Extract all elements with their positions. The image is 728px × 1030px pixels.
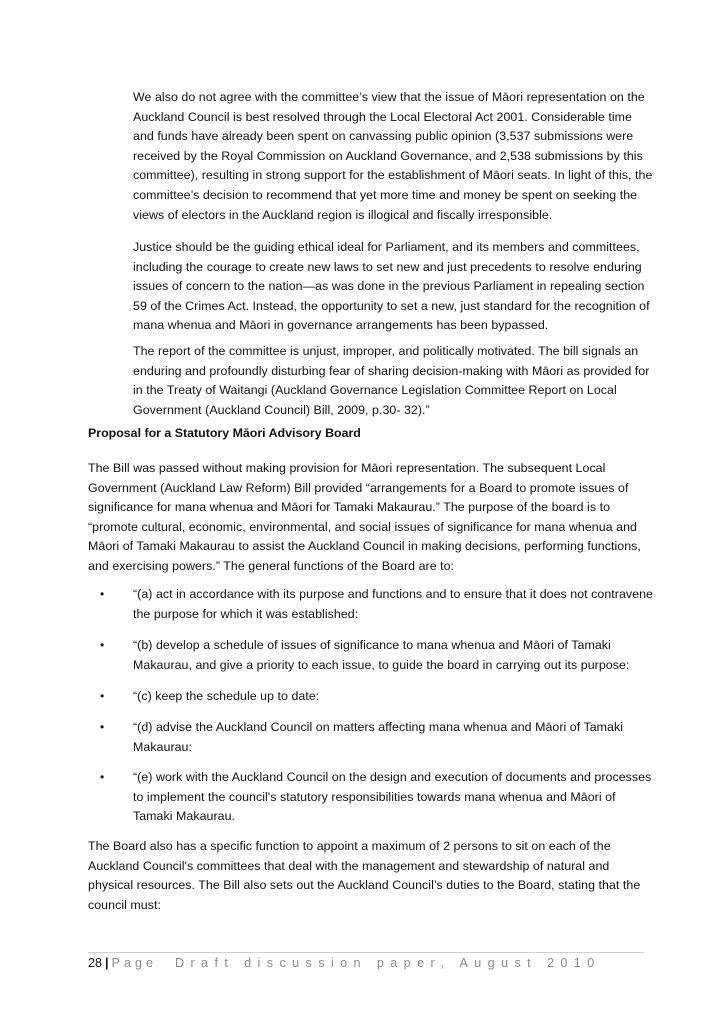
bullet-text: “(a) act in accordance with its purpose and functions and to ensure that it does not contravene the purpose for which it was established: <box>133 587 653 621</box>
page-footer <box>88 952 644 970</box>
bullet-dot: • <box>100 638 105 652</box>
bullet-dot: • <box>100 689 105 703</box>
bullet-text: “(c) keep the schedule up to date: <box>133 689 320 703</box>
quote-paragraph-3: The report of the committee is unjust, improper, and politically motivated. The bill signals an enduring and profoundly disturbing fear of sharing decision-making with Māori as provided for in the Treaty of Waitangi (Auckland Governance Legislation Committee Report on Local Government (Auckland Council) Bill, 2009, p.30- 32).” <box>133 344 650 417</box>
footer-document-title: Draft discussion paper, August 2010 <box>174 956 601 970</box>
bullet-dot: • <box>100 587 105 601</box>
bullet-dot: • <box>100 720 105 734</box>
page-number: 28 <box>88 956 103 970</box>
closing-paragraph: The Board also has a specific function to appoint a maximum of 2 persons to sit on each of the Auckland Council's committees that deal with the management and stewardship of natural and physical resources. The Bill also sets out the Auckland Council’s duties to the Board, stating that the council must: <box>88 839 641 912</box>
footer-page-word: Page <box>111 956 157 970</box>
footer-line <box>88 954 601 973</box>
section-heading: Proposal for a Statutory Māori Advisory Board <box>88 426 361 440</box>
bullet-dot: • <box>100 770 105 784</box>
bullet-text: “(d) advise the Auckland Council on matters affecting mana whenua and Māori of Tamaki Makaurau: <box>133 720 624 754</box>
intro-paragraph: The Bill was passed without making provision for Māori representation. The subsequent Local Government (Auckland Law Reform) Bill provided “arrangements for a Board to promote issues of significance for mana whenua and Māori for Tamaki Makaurau.” The purpose of the board is to “promote cultural, economic, environmental, and social issues of significance for mana whenua and Māori of Tamaki Makaurau to assist the Auckland Council in making decisions, performing functions, and exercising powers.” The general functions of the Board are to: <box>88 461 641 573</box>
footer-separator: | <box>105 956 109 970</box>
quote-paragraph-2: Justice should be the guiding ethical ideal for Parliament, and its members and committees, including the courage to create new laws to set new and just precedents to resolve enduring issues of concern to the nation—as was done in the previous Parliament in repealing section 59 of the Crimes Act. Instead, the opportunity to set a new, just standard for the recognition of mana whenua and Māori in governance arrangements has been bypassed. <box>133 240 650 333</box>
bullet-text: “(b) develop a schedule of issues of significance to mana whenua and Māori of Tamaki Makaurau, and give a priority to each issue, to guide the board in carrying out its purpose: <box>133 638 630 672</box>
quote-paragraph-1: We also do not agree with the committee’s view that the issue of Māori representation on the Auckland Council is best resolved through the Local Electoral Act 2001. Considerable time and funds have already been spent on canvassing public opinion (3,537 submissions were received by the Royal Commission on Auckland Governance, and 2,538 submissions by this committee), resulting in strong support for the establishment of Māori seats. In light of this, the committee’s decision to recommend that yet more time and money be spent on seeking the views of electors in the Auckland region is illogical and fiscally irresponsible. <box>133 90 653 222</box>
bullet-text: “(e) work with the Auckland Council on the design and execution of documents and processes to implement the council's statutory responsibilities towards mana whenua and Māori of Tamaki Makaurau. <box>133 770 652 824</box>
